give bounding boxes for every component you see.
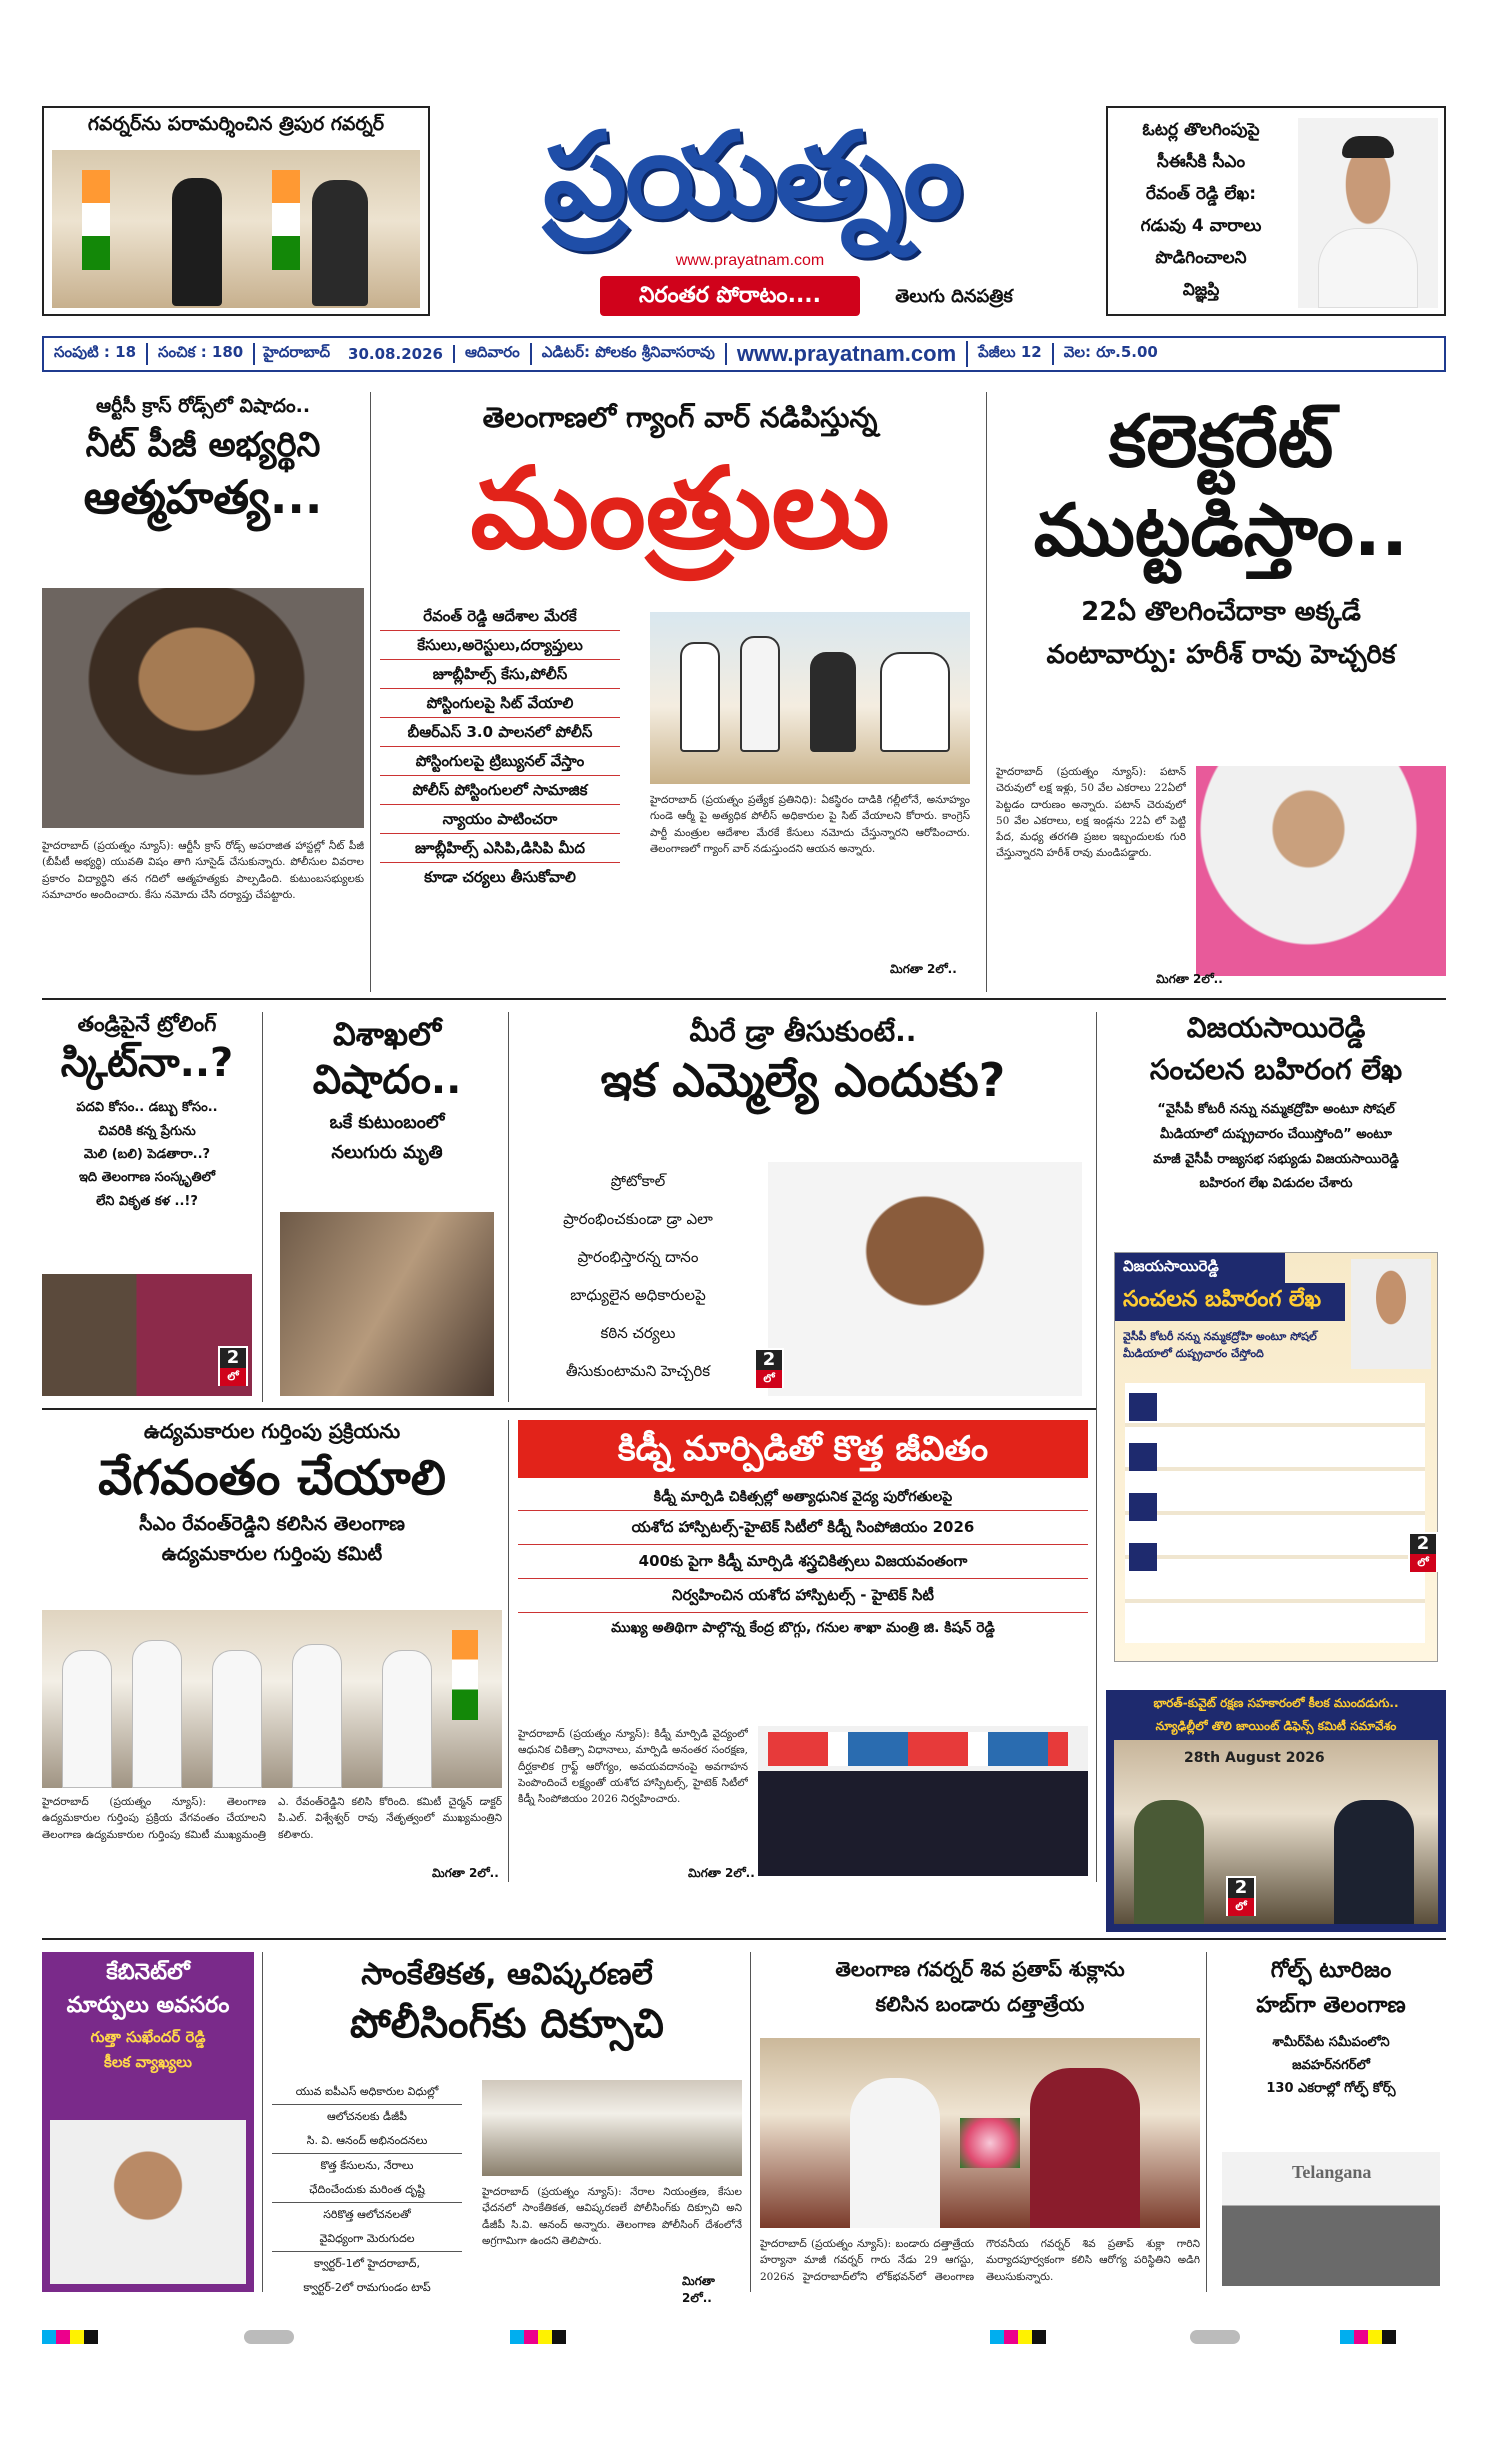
story-line: లేని వికృత కళ ..!? xyxy=(96,1193,198,1209)
masthead-right-box xyxy=(1106,106,1446,316)
harish-rao-photo xyxy=(1196,766,1446,976)
story-body: హైదరాబాద్ (ప్రయత్నం న్యూస్): నేరాల నియంత్రణ, కేసుల ఛేదనలో సాంకేతికత, ఆవిష్కరణలే పోలీసింగ్‌కు దిక్సూచి అని డీజీపీ సి.వి. ఆనంద్ అన్నారు. తెలంగాణ పోలీసింగ్ దేశంలోనే అగ్రగామిగా ఉందని తెలిపారు. xyxy=(482,2186,742,2247)
story-line: బాధ్యులైన అధికారులపై xyxy=(570,1286,706,1304)
story-cabinet-changes xyxy=(42,1952,254,2292)
page-2-badge[interactable]: 2 లో xyxy=(1226,1876,1256,1916)
story-collectorate-siege xyxy=(996,392,1446,992)
story-subhead: కీలక వ్యాఖ్యలు xyxy=(104,2052,192,2071)
cartoon-illustration xyxy=(650,612,970,784)
story-golf-tourism xyxy=(1216,1952,1446,2292)
story-headline-line: కలెక్టరేట్ xyxy=(1108,399,1334,483)
story-line: ప్రారంభించకుండా డ్రా ఎలా xyxy=(563,1210,713,1228)
story-continued[interactable]: మిగతా 2లో.. xyxy=(1156,972,1223,986)
story-line: చివరికి కన్న ప్రేగును xyxy=(98,1123,196,1139)
story-line: జవహర్‌నగర్‌లో xyxy=(1292,2057,1370,2073)
print-color-bar xyxy=(510,2330,566,2344)
story-bullets xyxy=(380,602,620,891)
story-kicker: ఉద్యమకారుల గుర్తింపు ప్రక్రియను xyxy=(143,1419,401,1443)
story-body: హైదరాబాద్ (ప్రయత్నం న్యూస్): పటాన్ చెరువులో లక్ష ఇళ్లు, 50 వేల ఎకరాలు 22ఏలో పెట్టడం దారుణం అన్నారు. పటాన్ చెరువులో 50 వేల ఎకరాలు, లక్ష ఇండ్లను 22ఏ లో పెట్టి పేద, మధ్య తరగతి ప్రజల ఇబ్బందులకు గురి చేస్తున్నారని హరీశ్ రావు మండిపడ్డారు. xyxy=(996,766,1186,860)
story-headline: మంత్రులు xyxy=(470,444,890,575)
story-neet-suicide xyxy=(42,392,364,992)
story-lines xyxy=(272,2080,462,2300)
info-volume: సంపుటి : 18 xyxy=(44,343,148,365)
story-kicker: తెలంగాణలో గ్యాంగ్ వార్ నడిపిస్తున్న xyxy=(482,401,878,434)
story-kidney-symposium xyxy=(518,1420,1088,1882)
story-line: కొత్త కేసులను, నేరాలు xyxy=(320,2159,414,2172)
story-line: యశోద హాస్పిటల్స్-హైటెక్ సిటీలో కిడ్నీ సింపోజియం 2026 xyxy=(518,1511,1088,1545)
story-line: యువ ఐపీఎస్ అధికారుల విధుల్లో xyxy=(272,2080,462,2105)
cm-letter-line-1: ఓటర్ల తొలగింపుపై xyxy=(1142,120,1260,140)
story-line: కఠిన చర్యలు xyxy=(600,1324,676,1342)
story-headline-line: ఆత్మహత్య... xyxy=(83,469,323,524)
story-subhead: 22ఏ తొలగించేదాకా అక్కడే xyxy=(1081,596,1361,627)
print-registration-mark xyxy=(1190,2330,1240,2344)
story-line: మాజీ వైసీపీ రాజ్యసభ సభ్యుడు విజయసాయిరెడ్డి xyxy=(1153,1151,1399,1167)
info-price: వెల: రూ.5.00 xyxy=(1063,343,1158,361)
photo-caption: 28th August 2026 xyxy=(1184,1750,1325,1766)
story-line: నిర్వహించిన యశోద హాస్పిటల్స్ - హైటెక్ సిటీ xyxy=(518,1579,1088,1613)
story-headline-line: గోల్ఫ్ టూరిజం xyxy=(1270,1958,1392,1983)
info-editor: ఎడిటర్: పోలకం శ్రీనివాసరావు xyxy=(532,343,727,365)
story-line: కిడ్నీ మార్పిడి చికిత్సల్లో అత్యాధునిక వైద్య పురోగతులపై xyxy=(518,1486,1088,1511)
story-line: క్వార్టర్-1లో హైదరాబాద్, xyxy=(314,2257,420,2270)
masthead-left-title: గవర్నర్‌ను పరామర్శించిన త్రిపుర గవర్నర్ xyxy=(87,113,385,135)
story-subhead: సీఎం రేవంత్‌రెడ్డిని కలిసిన తెలంగాణ xyxy=(139,1513,405,1536)
bullet: కూడా చర్యలు తీసుకోవాలి xyxy=(424,868,576,886)
bullet: బీఆర్ఎస్ 3.0 పాలనలో పోలీస్ xyxy=(380,718,620,747)
story-headline-line: మార్పులు అవసరం xyxy=(66,1993,230,2019)
story-headline-line: సంచలన బహిరంగ లేఖ xyxy=(1149,1053,1403,1087)
story-vijayasai-letter xyxy=(1106,1012,1446,1672)
story-line: 400కు పైగా కిడ్నీ మార్పిడి శస్త్రచికిత్సలు విజయవంతంగా xyxy=(518,1545,1088,1579)
story-line: క్వార్టర్-2లో రామగుండం టాప్ xyxy=(303,2281,431,2294)
story-continued[interactable]: మిగతా 2లో.. xyxy=(682,2274,715,2305)
bullet: పోస్టింగులపై ట్రిబ్యునల్ వేస్తాం xyxy=(380,747,620,776)
cm-letter-line-2: సీఈసీకి సీఎం xyxy=(1156,152,1246,172)
story-headline-line: భారత్-కువైట్ రక్షణ సహకారంలో కీలక ముందడుగు.. xyxy=(1153,1696,1399,1710)
cm-letter-line-4: గడువు 4 వారాలు xyxy=(1140,216,1262,236)
print-registration-mark xyxy=(244,2330,294,2344)
story-headline: పోలీసింగ్‌కు దిక్సూచి xyxy=(350,2000,664,2047)
story-headline-line: ముట్టడిస్తాం.. xyxy=(1033,487,1409,572)
story-subhead: ఒకే కుటుంబంలో xyxy=(329,1111,445,1133)
story-visakha-tragedy xyxy=(272,1012,502,1402)
story-policing-innovation xyxy=(272,1952,742,2305)
print-color-bar xyxy=(1340,2330,1396,2344)
bullet: రేవంత్ రెడ్డి ఆదేశాల మేరకే xyxy=(380,602,620,631)
story-body: హైదరాబాద్ (ప్రయత్నం న్యూస్): కిడ్నీ మార్పిడి వైద్యంలో ఆధునిక చికిత్సా విధానాలు, మార్పిడి అనంతర సంరక్షణ, దీర్ఘకాలిక గ్రాఫ్ట్ ఆరోగ్యం, అవయవదానంపై అవగాహన పెంపొందించే లక్ష్యంతో యశోద హాస్పిటల్స్, హైటెక్ సిటీలో కిడ్నీ సింపోజియం 2026 నిర్వహించారు. xyxy=(518,1728,748,1806)
story-headline-line: స్కిట్‌నా..? xyxy=(60,1040,234,1087)
story-line: ముఖ్య అతిథిగా పాల్గొన్న కేంద్ర బొగ్గు, గనుల శాఖా మంత్రి జి. కిషన్ రెడ్డి xyxy=(611,1619,995,1636)
masthead-subtitle: తెలుగు దినపత్రిక xyxy=(895,286,1013,307)
story-headline-line: నీట్ పీజీ అభ్యర్థిని xyxy=(85,424,321,465)
defence-meeting-photo xyxy=(1114,1740,1438,1924)
story-activists-committee xyxy=(42,1420,502,1882)
story-headline-line: తండ్రిపైనే ట్రోలింగ్ xyxy=(77,1012,217,1036)
governor-meeting-photo xyxy=(52,150,420,308)
story-headline-line: విషాదం.. xyxy=(312,1056,462,1103)
cm-photo xyxy=(1298,118,1438,308)
family-photo xyxy=(280,1212,494,1396)
story-subhead: గుత్తా సుఖేందర్ రెడ్డి xyxy=(90,2027,206,2046)
story-body: హైదరాబాద్ (ప్రయత్నం న్యూస్): ఆర్టీసీ క్రాస్ రోడ్స్ అపరాజిత హాస్టల్లో నీట్ పీజీ (బీపీటీ అభ్యర్థి) యువతి విషం తాగి సూసైడ్ చేసుకున్నారు. పోలీసుల వివరాల ప్రకారం విద్యార్థిని తన గదిలో ఆత్మహత్యకు పాల్పడింది. కుటుంబసభ్యులకు సమాచారం అందించారు. కేసు నమోదు చేసి దర్యాప్తు చేపట్టారు. xyxy=(42,840,364,901)
masthead-tagline: నిరంతర పోరాటం.... xyxy=(600,276,860,316)
bullet: కేసులు,అరెస్టులు,దర్యాప్తులు xyxy=(380,631,620,660)
story-line: సరికొత్త ఆలోచనలతో xyxy=(323,2208,411,2221)
story-line: ప్రారంభిస్తారన్న దానం xyxy=(577,1248,699,1266)
story-headline: ఇక ఎమ్మెల్యే ఎందుకు? xyxy=(600,1053,1006,1108)
page-2-badge[interactable]: 2 లో xyxy=(1408,1532,1438,1572)
ips-officers-photo xyxy=(482,2080,742,2176)
story-line: సి. వి. ఆనంద్ అభినందనలు xyxy=(272,2129,462,2154)
story-line: పదవి కోసం.. డబ్బు కోసం.. xyxy=(76,1100,218,1116)
bullet: జూబ్లీహిల్స్ కేసు,పోలీస్ xyxy=(380,660,620,689)
story-subhead: ఉద్యమకారుల గుర్తింపు కమిటీ xyxy=(161,1543,383,1566)
story-headline-line: కలిసిన బండారు దత్తాత్రేయ xyxy=(875,1992,1085,2016)
vijayasai-poster xyxy=(1114,1252,1438,1662)
print-color-bar xyxy=(990,2330,1046,2344)
cm-letter-line-3: రేవంత్ రెడ్డి లేఖ: xyxy=(1145,184,1257,204)
photo-banner-text: Telangana xyxy=(1292,2162,1372,2182)
logo-text: ప్రయత్నం xyxy=(543,106,961,244)
story-headline-line: తెలంగాణ గవర్నర్ శివ ప్రతాప్ శుక్లాను xyxy=(835,1957,1125,1981)
story-line: ఇది తెలంగాణ సంస్కృతిలో xyxy=(78,1170,216,1186)
info-date: 30.08.2026 xyxy=(338,345,455,363)
story-line: ప్రోటోకాల్ xyxy=(610,1172,666,1190)
poster-title: సంచలన బహిరంగ లేఖ xyxy=(1115,1283,1345,1321)
story-headline: వేగవంతం చేయాలి xyxy=(98,1450,446,1506)
story-kicker: ఆర్టీసీ క్రాస్ రోడ్స్‌లో విషాదం.. xyxy=(95,395,311,417)
story-continued[interactable]: మిగతా 2లో.. xyxy=(432,1866,499,1880)
story-body: హైదరాబాద్ (ప్రయత్నం ప్రత్యేక ప్రతినిధి): ఏకస్థిరం దాడికి గల్లీలోనే, అనూహ్యం గుండె ఆర్మీ పై అత్యధిక పోలీస్ అధికారుల పై సిట్ వేయాలని కోరారు. కాంగ్రెస్ పార్టీ మంత్రుల ఆదేశాల మేరకే కేసులు నమోదు చేస్తున్నారని ఆరోపించారు. తెలంగాణలో గ్యాంగ్ వార్ నడుస్తుందని ఆయన అన్నారు. xyxy=(650,794,970,855)
story-subhead: నలుగురు మృతి xyxy=(331,1142,443,1164)
poster-quote: వైసీపీ కోటరీ నన్ను నమ్మకద్రోహి అంటూ సోషల్ మీడియాలో దుష్ప్రచారం చేస్తోంది xyxy=(1123,1330,1317,1360)
info-bar xyxy=(42,336,1446,372)
governor-bouquet-photo xyxy=(760,2038,1200,2228)
story-lines xyxy=(518,1162,758,1390)
masthead-logo xyxy=(452,100,1052,250)
story-gang-war xyxy=(380,392,980,992)
info-city: హైదరాబాద్ xyxy=(263,343,331,361)
masthead-url[interactable]: www.prayatnam.com xyxy=(675,252,825,269)
neet-student-photo xyxy=(42,588,364,828)
sukhender-reddy-photo xyxy=(50,2120,246,2284)
print-color-bar xyxy=(42,2330,98,2344)
page-2-badge[interactable]: 2 లో xyxy=(754,1348,784,1388)
story-line: శామీర్‌పేట సమీపంలోని xyxy=(1272,2034,1390,2050)
story-headline-line: కేబినెట్‌లో xyxy=(106,1960,190,1985)
story-line: మీడియాలో దుష్ప్రచారం చేయిస్తోంది” అంటూ xyxy=(1160,1127,1392,1143)
story-line: తీసుకుంటామని హెచ్చరిక xyxy=(565,1362,711,1380)
story-line: “వైసీపీ కోటరీ నన్ను నమ్మకద్రోహి అంటూ సోషల్ xyxy=(1157,1102,1395,1118)
bullet: న్యాయం పాటించరా xyxy=(380,805,620,834)
story-line: 130 ఎకరాల్లో గోల్ఫ్ కోర్స్ xyxy=(1266,2081,1396,2097)
info-site[interactable]: www.prayatnam.com xyxy=(727,341,968,367)
story-kicker: సాంకేతికత, ఆవిష్కరణలే xyxy=(361,1957,653,1992)
story-line: బహిరంగ లేఖ విడుదల చేశారు xyxy=(1199,1176,1353,1192)
story-line: ఆలోచనలకు డీజీపీ xyxy=(327,2110,407,2123)
page-2-badge[interactable]: 2 లో xyxy=(218,1346,248,1386)
bullet: పోస్టింగులపై సిట్ వేయాలి xyxy=(380,689,620,718)
masthead-left-box xyxy=(42,106,430,316)
bullet: జూబ్లీహిల్స్ ఎసిపి,డిసిపి మీద xyxy=(380,834,620,863)
story-headline: కిడ్నీ మార్పిడితో కొత్త జీవితం xyxy=(518,1420,1088,1478)
story-headline-line: విజయసాయిరెడ్డి xyxy=(1186,1011,1366,1044)
story-trolling-skit xyxy=(42,1012,252,1402)
story-subhead: వంటావార్పు: హరీశ్ రావు హెచ్చరిక xyxy=(1046,640,1396,671)
kidney-event-photo xyxy=(758,1726,1088,1876)
bullet: పోలీస్ పోస్టింగులలో సామాజిక xyxy=(380,776,620,805)
story-continued[interactable]: మిగతా 2లో.. xyxy=(688,1866,755,1880)
story-governor-meeting xyxy=(760,1952,1200,2292)
vijayasai-photo xyxy=(1351,1259,1431,1369)
story-continued[interactable]: మిగతా 2లో.. xyxy=(890,962,957,976)
story-kuwait-defence xyxy=(1106,1690,1446,1932)
committee-photo xyxy=(42,1610,502,1788)
info-issue: సంచిక : 180 xyxy=(148,343,255,365)
cm-letter-line-6: విజ్ఞప్తి xyxy=(1182,280,1220,300)
story-body: హైదరాబాద్ (ప్రయత్నం న్యూస్): బండారు దత్తాత్రేయ హర్యానా మాజీ గవర్నర్ గారు నేడు 29 ఆగస్టు, 2026న హైదరాబాద్‌లోని లోక్‌భవన్‌లో తెలంగాణ గౌరవనీయ గవర్నర్ శివ ప్రతాప్ శుక్లా గారిని మర్యాదపూర్వకంగా కలిసి ఆరోగ్య పరిస్థితిని అడిగి తెలుసుకున్నారు. xyxy=(760,2238,1200,2283)
story-headline-line: విశాఖలో xyxy=(332,1015,442,1053)
story-headline-line: న్యూఢిల్లీలో తొలి జాయింట్ డిఫెన్స్ కమిటీ సమావేశం xyxy=(1155,1719,1397,1733)
story-kicker: మీరే డ్రా తీసుకుంటే.. xyxy=(689,1015,917,1048)
story-line: మెలి (బలి) పెడతారా..? xyxy=(83,1146,211,1162)
poster-name: విజయసాయిరెడ్డి xyxy=(1115,1253,1285,1283)
story-draw-mla xyxy=(518,1012,1088,1402)
cm-letter-line-5: పొడిగించాలని xyxy=(1155,248,1247,268)
story-headline-line: హబ్‌గా తెలంగాణ xyxy=(1256,1993,1406,2019)
story-line: వైవిధ్యంగా మెరుగుదల xyxy=(272,2227,462,2252)
story-line: ఛేదించేందుకు మరింత దృష్టి xyxy=(272,2178,462,2203)
story-body: హైదరాబాద్ (ప్రయత్నం న్యూస్): తెలంగాణ ఉద్యమకారుల గుర్తింపు ప్రక్రియ వేగవంతం చేయాలని తెలంగాణ ఉద్యమకారుల గుర్తింపు కమిటీ ముఖ్యమంత్రి ఎ. రేవంత్‌రెడ్డిని కలిసి కోరింది. కమిటీ చైర్మన్ డాక్టర్ పి.ఎల్. విశ్వేశ్వర్ రావు నేతృత్వంలో ముఖ్యమంత్రిని కలిశారు. xyxy=(42,1796,502,1841)
info-day: ఆదివారం xyxy=(455,343,532,365)
info-pages: పేజీలు 12 xyxy=(968,343,1054,365)
golf-event-photo xyxy=(1222,2152,1440,2286)
danam-photo xyxy=(768,1162,1082,1396)
